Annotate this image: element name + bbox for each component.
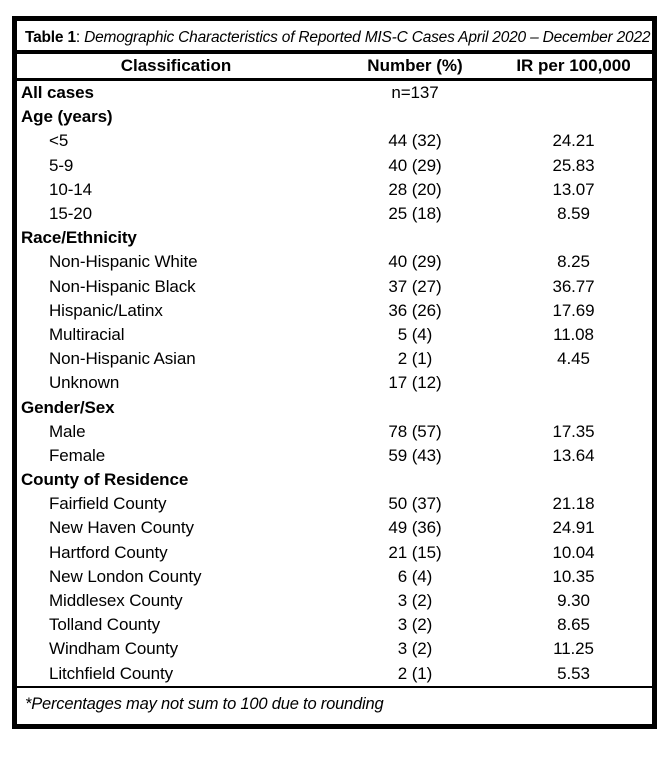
table-row	[17, 637, 652, 661]
table-row	[17, 154, 652, 178]
table-footnote: *Percentages may not sum to 100 due to rounding	[17, 686, 652, 724]
table-row	[17, 468, 652, 492]
classification-cell: Tolland County	[49, 615, 161, 635]
table-row	[17, 347, 652, 371]
table-row	[17, 129, 652, 153]
ir-cell: 10.04	[552, 542, 595, 562]
number-cell: 50 (37)	[388, 494, 442, 514]
table-row	[17, 662, 652, 686]
number-cell: n=137	[391, 83, 439, 103]
classification-cell: Windham County	[49, 639, 178, 659]
classification-cell: Male	[49, 421, 86, 441]
table-row	[17, 444, 652, 468]
number-cell: 3 (2)	[397, 615, 433, 635]
ir-cell: 11.25	[553, 639, 594, 659]
table-row	[17, 492, 652, 516]
ir-cell: 10.35	[552, 566, 595, 586]
classification-cell: Hispanic/Latinx	[49, 300, 163, 320]
classification-cell: Multiracial	[49, 324, 125, 344]
number-cell: 40 (29)	[388, 155, 442, 175]
table-row	[17, 226, 652, 250]
number-cell: 3 (2)	[397, 591, 433, 611]
number-cell: 59 (43)	[388, 445, 442, 465]
number-cell: 25 (18)	[388, 204, 442, 224]
classification-cell: 10-14	[49, 179, 92, 199]
ir-cell: 11.08	[553, 324, 594, 344]
ir-cell: 24.21	[552, 131, 595, 151]
ir-cell: 36.77	[552, 276, 595, 296]
table-body	[17, 81, 652, 686]
table-row	[17, 516, 652, 540]
ir-cell: 8.59	[557, 204, 590, 224]
table-row	[17, 589, 652, 613]
classification-cell: Non-Hispanic Asian	[49, 349, 196, 369]
table-row	[17, 541, 652, 565]
number-cell: 17 (12)	[388, 373, 442, 393]
number-cell: 2 (1)	[397, 663, 433, 683]
number-cell: 44 (32)	[388, 131, 442, 151]
ir-cell: 8.25	[557, 252, 590, 272]
classification-cell: 5-9	[49, 155, 74, 175]
table-title-label: Table 1	[25, 29, 76, 46]
number-cell: 3 (2)	[397, 639, 433, 659]
classification-cell: Litchfield County	[49, 663, 173, 683]
column-header-number: Number (%)	[367, 56, 463, 75]
classification-cell: Gender/Sex	[21, 397, 115, 417]
table-row	[17, 323, 652, 347]
ir-cell: 9.30	[557, 591, 590, 611]
ir-cell: 24.91	[552, 518, 595, 538]
number-cell: 40 (29)	[388, 252, 442, 272]
table-row	[17, 105, 652, 129]
ir-cell: 8.65	[557, 615, 590, 635]
ir-cell: 4.45	[557, 349, 590, 369]
ir-cell: 17.35	[552, 421, 595, 441]
ir-cell: 13.64	[552, 445, 595, 465]
ir-cell: 25.83	[552, 155, 595, 175]
classification-cell: Female	[49, 445, 106, 465]
table-row	[17, 81, 652, 105]
classification-cell: 15-20	[49, 204, 92, 224]
classification-cell: Unknown	[49, 373, 120, 393]
table-row	[17, 395, 652, 419]
table-row	[17, 299, 652, 323]
ir-cell: 21.18	[552, 494, 595, 514]
number-cell: 6 (4)	[397, 566, 433, 586]
table-row	[17, 275, 652, 299]
classification-cell: New London County	[49, 566, 202, 586]
classification-cell: Race/Ethnicity	[21, 228, 137, 248]
number-cell: 5 (4)	[397, 324, 433, 344]
ir-cell: 13.07	[552, 179, 595, 199]
number-cell: 2 (1)	[397, 349, 433, 369]
number-cell: 49 (36)	[388, 518, 442, 538]
classification-cell: Non-Hispanic White	[49, 252, 198, 272]
column-header-ir: IR per 100,000	[516, 56, 631, 75]
ir-cell: 5.53	[557, 663, 590, 683]
number-cell: 36 (26)	[388, 300, 442, 320]
table-row	[17, 371, 652, 395]
classification-cell: New Haven County	[49, 518, 194, 538]
table-title-text: Demographic Characteristics of Reported MIS-C Cases April 2020 – December 2022	[84, 29, 651, 46]
classification-cell: Middlesex County	[49, 591, 183, 611]
table-row	[17, 613, 652, 637]
table-title	[17, 21, 652, 54]
number-cell: 37 (27)	[388, 276, 442, 296]
column-header-classification: Classification	[120, 56, 232, 75]
classification-cell: County of Residence	[21, 470, 189, 490]
number-cell: 78 (57)	[388, 421, 442, 441]
classification-cell: All cases	[21, 83, 94, 103]
number-cell: 21 (15)	[388, 542, 442, 562]
ir-cell: 17.69	[552, 300, 595, 320]
table-row	[17, 420, 652, 444]
classification-cell: Fairfield County	[49, 494, 167, 514]
table-row	[17, 178, 652, 202]
table-title-separator: :	[75, 29, 85, 46]
table-container	[12, 16, 657, 729]
table-row	[17, 250, 652, 274]
classification-cell: Age (years)	[21, 107, 113, 127]
classification-cell: Non-Hispanic Black	[49, 276, 196, 296]
table-row	[17, 565, 652, 589]
table-row	[17, 202, 652, 226]
classification-cell: Hartford County	[49, 542, 168, 562]
table-header	[17, 54, 652, 81]
number-cell: 28 (20)	[388, 179, 442, 199]
classification-cell: <5	[49, 131, 69, 151]
